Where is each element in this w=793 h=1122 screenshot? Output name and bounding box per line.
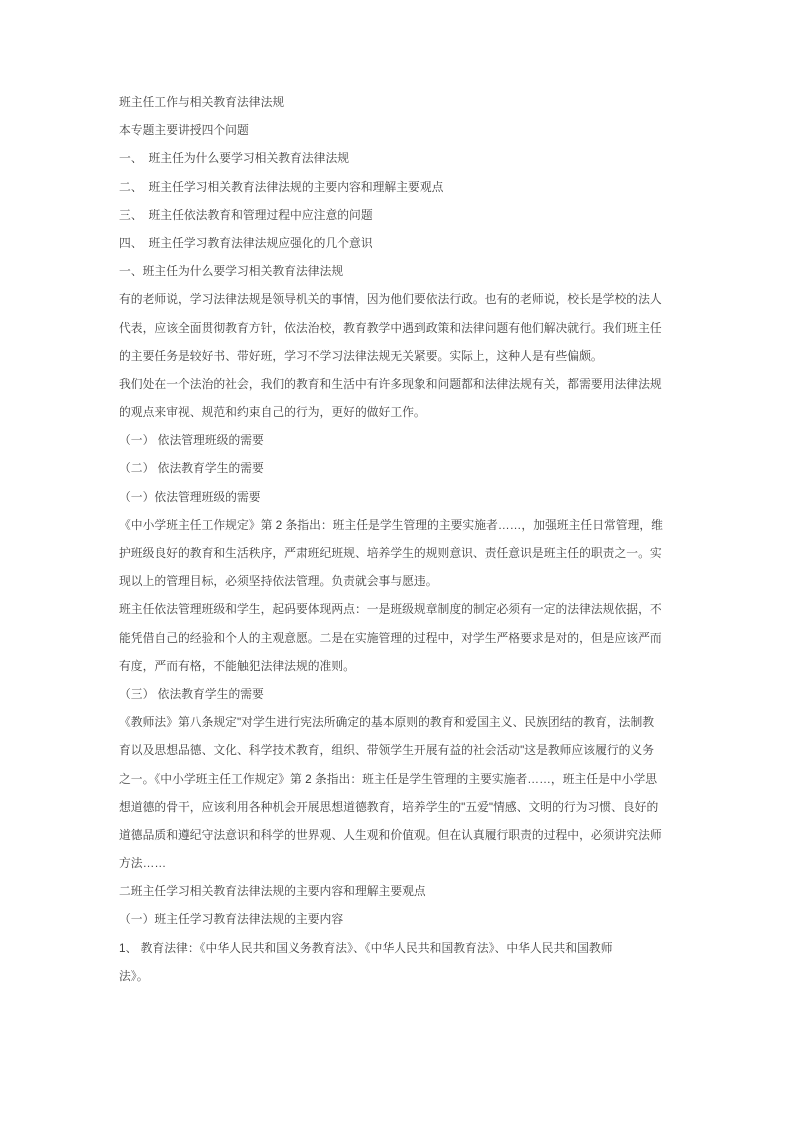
text-line: 之一。《中小学班主任工作规定》第 2 条指出：班主任是学生管理的主要实施者……，班主任是中小学思 [119, 771, 658, 786]
text-line: 三、 班主任依法教育和管理过程中应注意的问题 [119, 207, 373, 222]
text-line: （三） 依法教育学生的需要 [119, 686, 264, 701]
text-line: 代表，应该全面贯彻教育方针，依法治校，教育教学中遇到政策和法律问题有他们解决就行。我们班主任 [119, 320, 662, 335]
text-line: 现以上的管理目标，必须坚持依法管理。负责就会事与愿违。 [119, 574, 438, 589]
text-line: 有的老师说，学习法律法规是领导机关的事情，因为他们要依法行政。也有的老师说，校长是学校的法人 [119, 292, 662, 307]
text-line: 有度，严而有格，不能触犯法律法规的准则。 [119, 658, 355, 673]
text-line: 一、班主任为什么要学习相关教育法律法规 [119, 264, 344, 279]
document-content [119, 88, 685, 990]
text-line: 护班级良好的教育和生活秩序，严肃班纪班规、培养学生的规则意识、责任意识是班主任的职责之一。实 [119, 546, 662, 560]
text-line: 我们处在一个法治的社会，我们的教育和生活中有许多现象和问题都和法律法规有关，都需要用法律法规 [119, 376, 662, 391]
text-line: 方法…… [119, 856, 167, 871]
text-line: 二班主任学习相关教育法律法规的主要内容和理解主要观点 [119, 884, 426, 899]
text-line: 法》。 [119, 968, 149, 983]
text-line: 二、 班主任学习相关教育法律法规的主要内容和理解主要观点 [119, 179, 444, 194]
text-line: 想道德的骨干，应该利用各种机会开展思想道德教育，培养学生的"五爱"情感、文明的行为习惯、良好的 [119, 799, 659, 814]
text-line: 《教师法》第八条规定"对学生进行宪法所确定的基本原则的教育和爱国主义、民族团结的教育，法制教 [119, 715, 655, 730]
text-line: 班主任依法管理班级和学生，起码要体现两点：一是班级规章制度的制定必须有一定的法律法规依据，不 [119, 602, 662, 617]
text-line: （二） 依法教育学生的需要 [119, 461, 264, 476]
text-line: 1、 教育法律：《中华人民共和国义务教育法》、《中华人民共和国教育法》、中华人民共和国教师 [119, 940, 613, 955]
text-line: 一、 班主任为什么要学习相关教育法律法规 [119, 151, 350, 166]
text-line: （一）班主任学习教育法律法规的主要内容 [119, 912, 344, 927]
text-line: 的观点来审视、规范和约束自己的行为，更好的做好工作。 [119, 405, 426, 420]
text-line: 育以及思想品德、文化、科学技术教育，组织、带领学生开展有益的社会活动"这是教师应该履行的义务 [119, 743, 655, 758]
text-line: 的主要任务是较好书、带好班，学习不学习法律法规无关紧要。实际上，这种人是有些偏颇。 [119, 348, 603, 363]
text-line: 本专题主要讲授四个问题 [119, 123, 249, 138]
text-line: 四、 班主任学习教育法律法规应强化的几个意识 [119, 235, 373, 250]
text-line: （一） 依法管理班级的需要 [119, 433, 264, 448]
text-line: （一）依法管理班级的需要 [119, 489, 261, 504]
text-line: 能凭借自己的经验和个人的主观意愿。二是在实施管理的过程中，对学生严格要求是对的，但是应该严而 [119, 630, 662, 645]
text-line: 《中小学班主任工作规定》第 2 条指出：班主任是学生管理的主要实施者……，加强班主任日常管理，维 [119, 517, 663, 532]
text-line: 班主任工作与相关教育法律法规 [119, 95, 285, 109]
text-line: 道德品质和遵纪守法意识和科学的世界观、人生观和价值观。但在认真履行职责的过程中，必须讲究法师 [119, 827, 662, 842]
